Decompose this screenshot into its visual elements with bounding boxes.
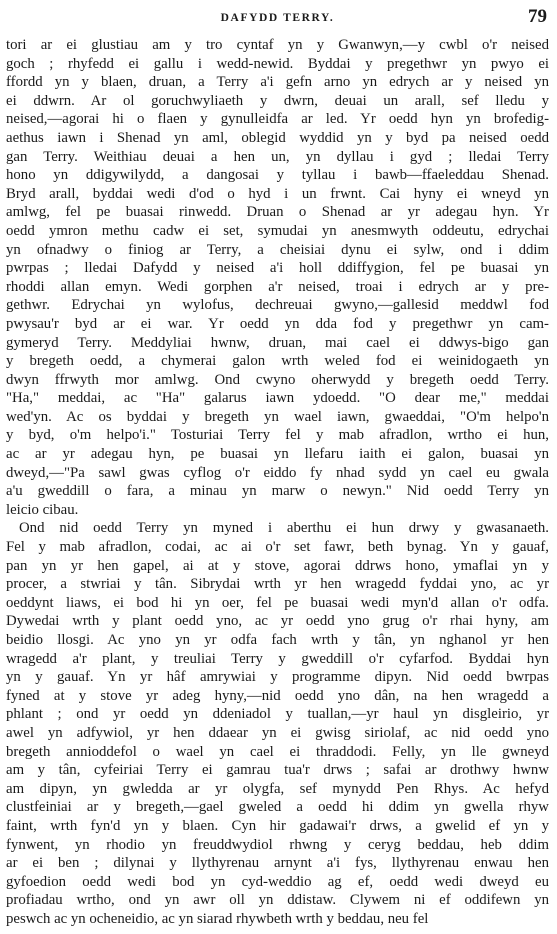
text-line: Dywedai wrth y plant oedd yno, ac yr oedd yno grug o'r rhai hyny, am bbox=[6, 613, 549, 630]
text-line: ei ddwrn. Ar ol goruchwyliaeth y dwrn, deuai un arall, sef lledu y bbox=[6, 92, 549, 109]
text-line: ffordd yn y blaen, druan, a Terry a'i gefn arno yn edrych ar y neised yn bbox=[6, 74, 549, 91]
running-title: DAFYDD TERRY. bbox=[220, 12, 335, 24]
book-page bbox=[6, 6, 549, 928]
text-line: yn ofnadwy o finiog ar Terry, a cheisiai dynu ei sylw, ond i ddim bbox=[6, 241, 549, 258]
running-head bbox=[6, 6, 549, 34]
text-line: y byd, o'm helpo'i." Tosturiai Terry fel y mab afradlon, wrtho ei hun, bbox=[6, 427, 549, 444]
text-line: clustfeiniai ar y bregeth,—gael gweled a oedd hi ddim yn gwella rhyw bbox=[6, 799, 549, 816]
text-line: dweyd,—"Pa sawl gwas cyflog o'r eiddo fy nhad sydd yn cael eu gwala bbox=[6, 464, 549, 481]
text-line: am y tân, cyfeiriai Terry ei gamrau tua'r drws ; safai ar drothwy hwnw bbox=[6, 762, 549, 779]
text-line: yn y gauaf. Yn yr hâf amrywiai y programme dipyn. Nid oedd bwrpas bbox=[6, 669, 549, 686]
text-line: leicio cibau. bbox=[6, 501, 79, 518]
page-number: 79 bbox=[528, 6, 547, 27]
text-line: procer, a stwriai y tân. Sibrydai wrth yr hen wragedd fyddai yno, ac yr bbox=[6, 576, 549, 593]
text-line: ar ei ben ; dilynai y llythyrenau arnynt a'i fys, llythyrenau enwau hen bbox=[6, 855, 549, 872]
text-line: y bregeth oedd, a chymerai galon wrth weled fod ei weinidogaeth yn bbox=[6, 353, 549, 370]
text-line: gethwr. Edrychai yn wylofus, dechreuai gwyno,—gallesid meddwl fod bbox=[6, 297, 549, 314]
text-line: awel yn adfywiol, yr hen ddaear yn ei gwisg siriolaf, ac nid oedd yno bbox=[6, 724, 549, 741]
text-line: bregeth annioddefol o wael yn cael ei thraddodi. Felly, yn lle gwneyd bbox=[6, 743, 549, 760]
text-line: beidio llosgi. Ac yno yn yr odfa fach wrth y tân, yn nghanol yr hen bbox=[6, 632, 549, 648]
text-line: oeddynt liaws, ei bod hi yn oer, fel pe buasai wedi myn'd allan o'r odfa. bbox=[6, 594, 549, 611]
text-line: aethus iawn i Shenad yn aml, oblegid wyddid yn y byd pa neised oedd bbox=[6, 129, 549, 146]
text-line: ac ar yr adegau hyn, pe buasai yn llefaru iaith ei galon, buasai yn bbox=[6, 446, 549, 463]
text-line: "Ha," meddai, ac "Ha" galarus iawn ydoedd. "O dear me," meddai bbox=[6, 390, 549, 407]
text-line: neised,—agorai hi o flaen y gynulleidfa ar led. Yr oedd hyn yn brofedig- bbox=[6, 111, 549, 128]
text-line: fyned at y stove yr adeg hyny,—nid oedd yno dân, na hen wragedd a bbox=[6, 687, 549, 704]
text-line: wed'yn. Ac os byddai y bregeth yn wael iawn, gwaeddai, "O'm helpo'n bbox=[6, 408, 549, 425]
text-line: profiadau wrtho, ond yn awr oll yn ddistaw. Clywem ni ef oddifewn yn bbox=[6, 892, 549, 909]
text-line: hono yn ddigywilydd, a dangosai y tyllau i bawb—ffaeleddau Shenad. bbox=[6, 167, 549, 184]
text-line: fynwent, yn rhodio yn freuddwydiol rhwng y ceryg beddau, heb ddim bbox=[6, 836, 549, 853]
text-line: peswch ac yn ocheneidio, ac yn siarad rhywbeth wrth y beddau, neu fel bbox=[6, 910, 429, 927]
text-line: faint, wrth fyn'd yn y blaen. Cyn hir gadawai'r drws, a gwelid ef yn y bbox=[6, 817, 549, 834]
text-line: Bryd arall, byddai wedi d'od o hyd i un frwnt. Cai hyny ei wneyd yn bbox=[6, 185, 549, 202]
text-line: wragedd a'r plant, y treuliai Terry y gweddill o'r cyfarfod. Byddai hyn bbox=[6, 650, 549, 667]
text-line: rhoddi allan emyn. Wedi gorphen a'r neised, troai i edrych ar y pre- bbox=[6, 278, 549, 295]
text-line: pan yn yr hen gapel, ai at y stove, agorai ddrws hono, ymaflai yn y bbox=[6, 557, 549, 574]
paragraph bbox=[6, 36, 549, 519]
text-line: Ond nid oedd Terry yn myned i aberthu ei hun drwy y gwasanaeth. bbox=[19, 520, 549, 537]
text-line: a'u gweddill o fara, a minau yn marw o newyn." Nid oedd Terry yn bbox=[6, 483, 549, 500]
text-line: goch ; rhyfedd ei gallu i wedd-newid. Byddai y pregethwr yn pwyo ei bbox=[6, 55, 549, 72]
text-line: gan Terry. Weithiau deuai a hen un, yn dyllau i gyd ; lledai Terry bbox=[6, 148, 549, 165]
text-line: pwrpas ; lledai Dafydd y neised a'i holl ddiffygion, fel pe buasai yn bbox=[6, 260, 549, 277]
text-line: gymeryd Terry. Meddyliai hwnw, druan, mai cael ei ddwys-bigo gan bbox=[6, 334, 549, 351]
text-line: amlwg, fel pe buasai rinwedd. Druan o Shenad ar yr adegau hyn. Yr bbox=[6, 204, 549, 221]
text-line: dwyn ffrwyth mor amlwg. Ond cwyno oherwydd y bregeth oedd Terry. bbox=[6, 371, 549, 388]
body-text bbox=[6, 36, 549, 929]
paragraph bbox=[6, 519, 549, 928]
text-line: oedd ymron methu cadw ei set, symudai yn anesmwyth oddeutu, edrychai bbox=[6, 222, 549, 239]
text-line: pwysau'r byd ar ei war. Yr oedd yn dda fod y pregethwr yn cam- bbox=[6, 315, 549, 332]
text-line: Fel y mab afradlon, codai, ac ai o'r set fawr, beth bynag. Yn y gauaf, bbox=[6, 539, 549, 556]
text-line: gyfoedion oedd wedi bod yn cyd-weddio ag ef, oedd wedi dweyd eu bbox=[6, 873, 549, 890]
text-line: phlant ; ond yr oedd yn ddeniadol y tuallan,—yr haul yn disgleirio, yr bbox=[6, 706, 549, 723]
text-line: tori ar ei glustiau am y tro cyntaf yn y Gwanwyn,—y cwbl o'r neised bbox=[6, 37, 549, 53]
text-line: am dipyn, yn gwledda ar yr olygfa, sef mynydd Pen Rhys. Ac hefyd bbox=[6, 780, 549, 797]
